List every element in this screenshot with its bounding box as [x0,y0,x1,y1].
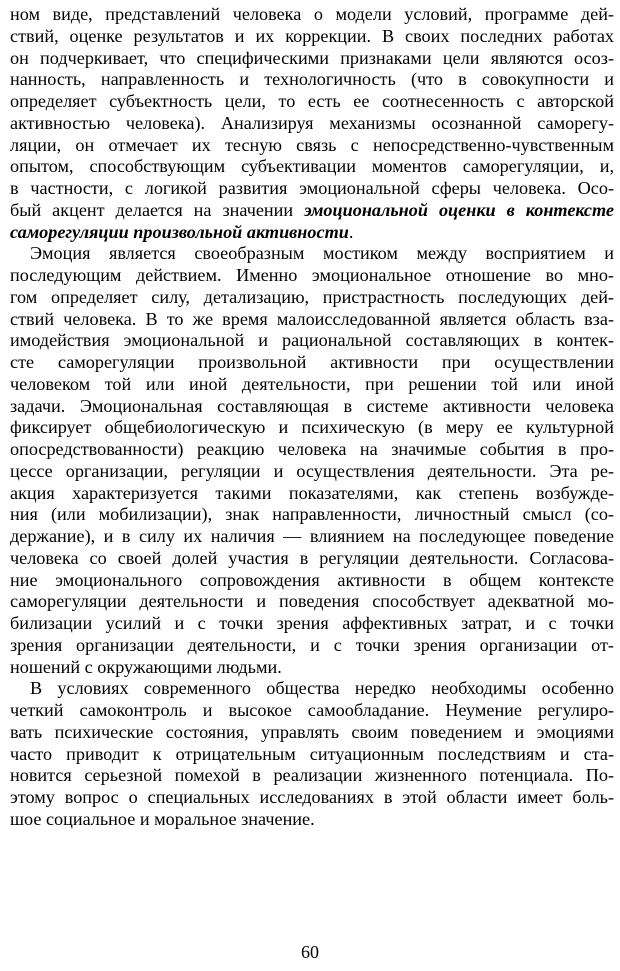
line-text: акция характеризуется такими показателями, как степень возбужде- [10,482,614,503]
text-line [10,243,614,265]
text-line [10,613,614,635]
text-line [10,744,614,766]
text-line [10,222,614,244]
line-text: зрения организации деятельности, и с точки зрения организации от- [10,634,614,655]
line-text: последующим действием. Именно эмоциональное отношение во мно- [10,265,614,285]
line-text: сте саморегуляции произвольной активности при осуществлении [10,352,614,372]
line-text: цессе организации, регуляции и осуществления деятельности. Эта ре- [10,460,614,481]
line-text: шое социальное и моральное значение. [10,808,315,829]
line-text: ние эмоционального сопровождения активности в общем контексте [10,569,614,590]
text-line [10,309,614,331]
paragraph [10,243,614,678]
text-line [10,48,614,70]
text-line [10,113,614,135]
line-text: в частности, с логикой развития эмоциональной сферы человека. Осо- [10,178,614,198]
text-line [10,657,614,679]
text-line [10,526,614,548]
text-line [10,678,614,700]
text-line [10,570,614,592]
line-text: активностью человека). Анализируя механизмы осознанной саморегу- [10,112,614,133]
text-line [10,461,614,483]
text-line [10,178,614,200]
line-text: ляции, он отмечает их тесную связь с непосредственно-чувственным [10,134,614,155]
line-text: человеком той или иной деятельности, при решении той или иной [10,373,614,394]
paragraph [10,678,614,830]
line-text: Эмоция является своеобразным мостиком между восприятием и [30,243,614,264]
line-text: часто приводит к отрицательным ситуационным последствиям и ста- [10,743,614,764]
line-text: вать психические состояния, управлять своим поведением и эмоциями [10,721,614,742]
text-line [10,396,614,418]
line-text: опытом, способствующим субъективации моментов саморегуляции, и, [10,156,614,177]
text-line [10,4,614,26]
line-text: саморегуляции деятельности и поведения способствует адекватной мо- [10,591,614,612]
line-text: ния (или мобилизации), знак направленности, личностный смысл (со- [10,504,614,525]
text-line [10,417,614,439]
text-line [10,787,614,809]
text-line [10,700,614,722]
text-line [10,635,614,657]
line-text: этому вопрос о специальных исследованиях в этой области имеет боль- [10,787,614,807]
text-line [10,330,614,352]
text-line [10,483,614,505]
line-text: опосредствованности) реакцию человека на значимые события в про- [10,439,614,459]
page-number: 60 [301,942,319,962]
line-text: ствий, оценке результатов и их коррекции. В своих последних работах [10,25,614,46]
text-line [10,135,614,157]
line-text: В условиях современного общества нередко необходимы особенно [30,678,614,699]
line-text: четкий самоконтроль и высокое самообладание. Неумение регулиро- [10,700,614,720]
text-line [10,591,614,613]
text-line [10,765,614,787]
text-line [10,287,614,309]
text-line [10,374,614,396]
line-text: определяет субъектность цели, то есть ее соотнесенность с авторской [10,91,614,111]
text-line [10,91,614,113]
text-line [10,352,614,374]
emphasized-text: эмоциональной оценки в контексте [304,199,614,220]
text-line [10,265,614,287]
line-text: нанность, направленность и технологичность (что в совокупности и [10,69,614,90]
line-text: новится серьезной помехой в реализации жизненного потенциала. По- [10,765,614,786]
line-text: фиксирует общебиологическую и психическую (в меру ее культурной [10,417,614,438]
text-line [10,26,614,48]
line-text: гом определяет силу, детализацию, пристрастность последующих дей- [10,286,614,307]
line-text: билизации усилий и с точки зрения аффективных затрат, и с точки [10,613,614,633]
text-line [10,439,614,461]
line-text: задачи. Эмоциональная составляющая в системе активности человека [10,395,614,416]
line-text-trailing: . [348,221,354,242]
text-line [10,809,614,831]
line-text: бый акцент делается на значении [10,199,305,220]
paragraph [10,4,614,243]
line-text: имодействия эмоциональной и рациональной составляющих в контек- [10,330,614,351]
line-text: он подчеркивает, что специфическими признаками цели являются осоз- [10,47,614,68]
line-text: ном виде, представлений человека о модели условий, программе дей- [10,4,614,24]
text-line [10,156,614,178]
line-text: держание), и в силу их наличия — влиянием на последующее поведение [10,526,614,546]
text-line [10,69,614,91]
line-text: ношений с окружающими людьми. [10,656,282,677]
emphasized-text: саморегуляции произвольной активности [10,221,349,242]
text-line [10,722,614,744]
line-text: человека со своей долей участия в регуляции деятельности. Согласова- [10,547,614,568]
body-text [10,4,614,831]
text-line [10,548,614,570]
line-text: ствий человека. В то же время малоисследованной является область вза- [10,308,614,329]
text-line [10,200,614,222]
text-line [10,504,614,526]
